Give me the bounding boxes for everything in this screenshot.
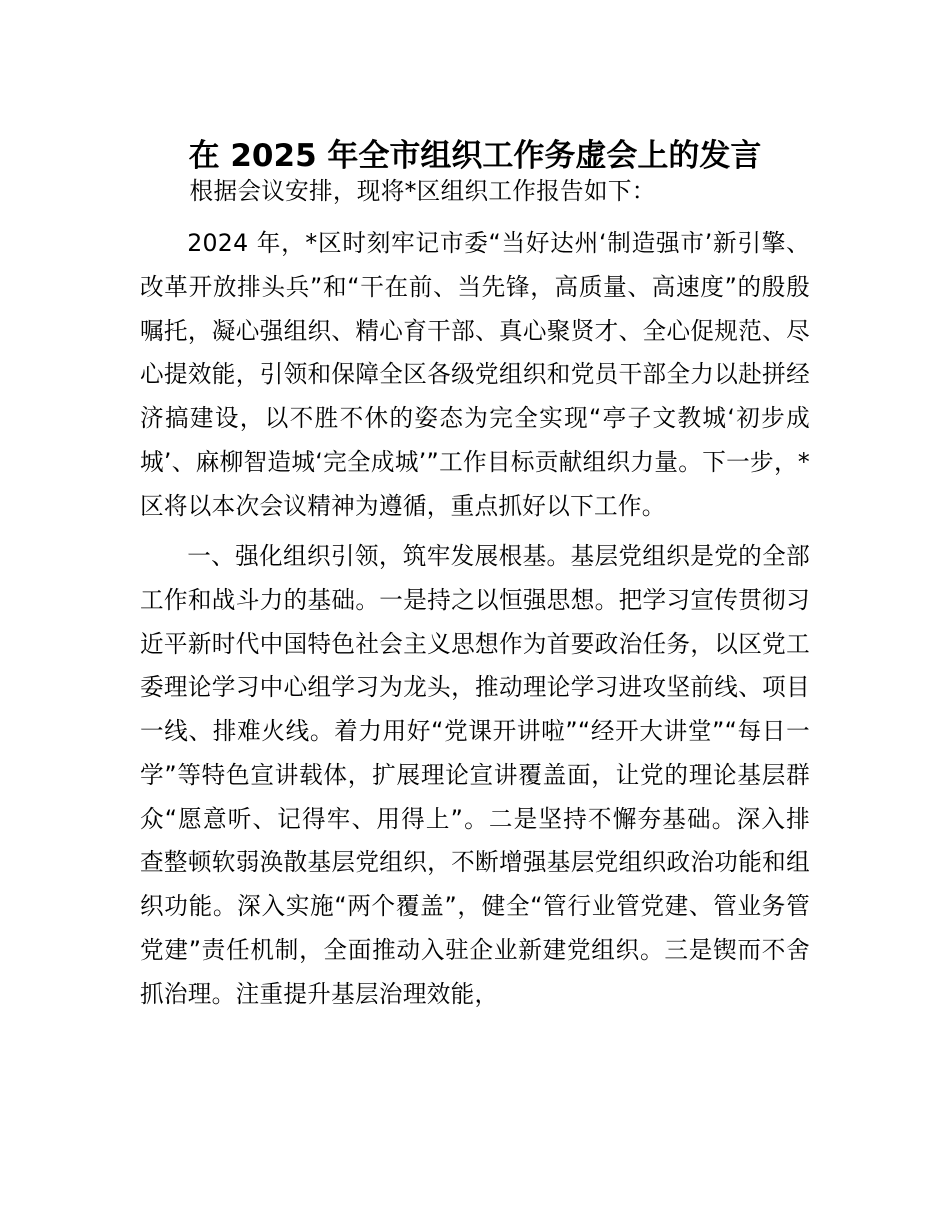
section-one-paragraph: 一、强化组织引领，筑牢发展根基。基层党组织是党的全部工作和战斗力的基础。一是持之以恒强思想。把学习宣传贯彻习近平新时代中国特色社会主义思想作为首要政治任务，以区党工委理论学习中心组学习为龙头，推动理论学习进攻坚前线、项目一线、排难火线。着力用好“党课开讲啦”“经开大讲堂”“每日一学”等特色宣讲载体，扩展理论宣讲覆盖面，让党的理论基层群众“愿意听、记得牢、用得上”。二是坚持不懈夯基础。深入排查整顿软弱涣散基层党组织，不断增强基层党组织政治功能和组织功能。深入实施“两个覆盖”，健全“管行业管党建、管业务管党建”责任机制，全面推动入驻企业新建党组织。三是锲而不舍抓治理。注重提升基层治理效能， (140, 542, 810, 1008)
intro-paragraph: 根据会议安排，现将*区组织工作报告如下： (189, 177, 656, 205)
summary-paragraph: 2024 年，*区时刻牢记市委“当好达州‘制造强市’新引擎、改革开放排头兵”和“干在前、当先锋，高质量、高速度”的殷殷嘱托，凝心强组织、精心育干部、真心聚贤才、全心促规范、尽心提效能，引领和保障全区各级党组织和党员干部全力以赴拼经济搞建设，以不胜不休的姿态为完全实现“亭子文教城‘初步成城’、麻柳智造城‘完全成城’”工作目标贡献组织力量。下一步，*区将以本次会议精神为遵循，重点抓好以下工作。 (140, 229, 810, 520)
document-title: 在 2025 年全市组织工作务虚会上的发言 (188, 137, 762, 174)
